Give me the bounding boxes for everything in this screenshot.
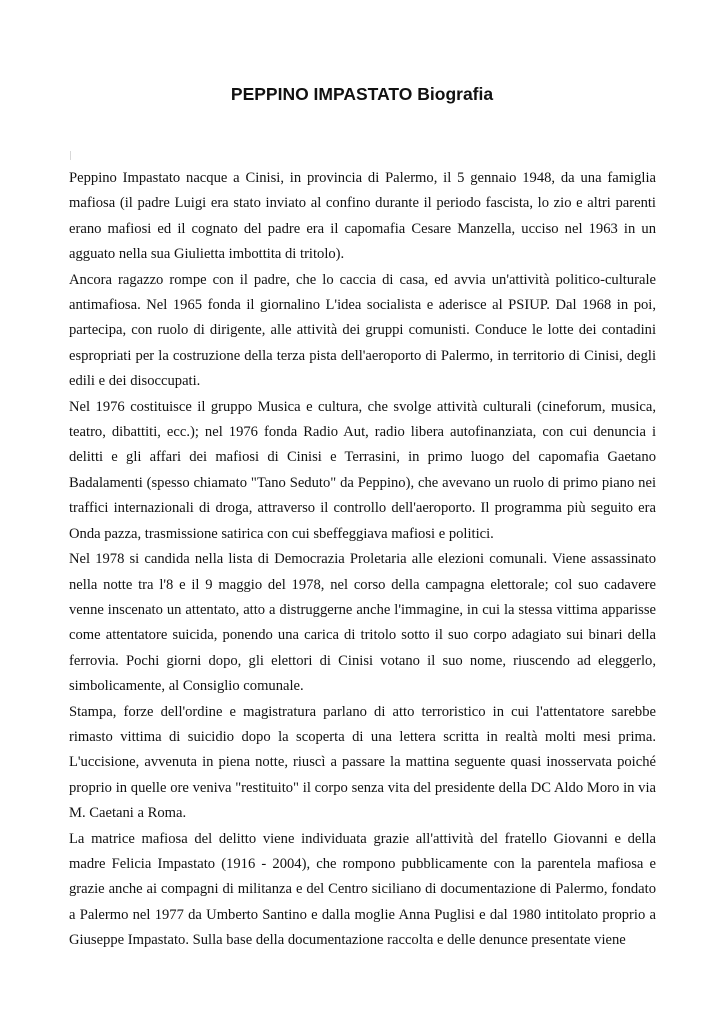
- paragraph-assassination: Nel 1978 si candida nella lista di Democrazia Proletaria alle elezioni comunali. Viene assassinato nella notte tra l'8 e il 9 maggio del 1978, nel corso della campagna elettorale; col suo cadavere venne inscenato un attentato, atto a distruggerne anche l'immagine, in cui la stessa vittima apparisse come attentatore suicida, ponendo una carica di tritolo sotto il suo corpo adagiato sui binari della ferrovia. Pochi giorni dopo, gli elettori di Cinisi votano il suo nome, riuscendo ad eleggerlo, simbolicamente, al Consiglio comunale.: [69, 551, 656, 695]
- paragraph-youth-activism: Ancora ragazzo rompe con il padre, che lo caccia di casa, ed avvia un'attività politico-culturale antimafiosa. Nel 1965 fonda il giornalino L'idea socialista e aderisce al PSIUP. Dal 1968 in poi, partecipa, con ruolo di dirigente, alle attività dei gruppi comunisti. Conduce le lotte dei contadini espropriati per la costruzione della terza pista dell'aeroporto di Palermo, in territorio di Cinisi, degli edili e dei disoccupati.: [69, 271, 656, 390]
- paragraph-press-reaction: Stampa, forze dell'ordine e magistratura parlano di atto terroristico in cui l'attentatore sarebbe rimasto vittima di suicidio dopo la scoperta di una lettera scritta in realtà molti mesi prima. L'uccisione, avvenuta in piena notte, riuscì a passare la mattina seguente quasi inosservata poiché proprio in quelle ore veniva "restituito" il corpo senza vita del presidente della DC Aldo Moro in via M. Caetani a Roma.: [69, 703, 656, 822]
- document-body: [69, 166, 656, 954]
- page-title: PEPPINO IMPASTATO Biografia: [230, 84, 494, 104]
- paragraph-investigation: La matrice mafiosa del delitto viene individuata grazie all'attività del fratello Giovanni e della madre Felicia Impastato (1916 - 2004), che rompono pubblicamente con la parentela mafiosa e grazie anche ai compagni di militanza e del Centro siciliano di documentazione di Palermo, fondato a Palermo nel 1977 da Umberto Santino e dalla moglie Anna Puglisi e dal 1980 intitolato proprio a Giuseppe Impastato. Sulla base della documentazione raccolta e delle denunce presentate viene: [69, 830, 656, 949]
- text-cursor-marker: [70, 151, 71, 160]
- paragraph-birth: Peppino Impastato nacque a Cinisi, in provincia di Palermo, il 5 gennaio 1948, da una famiglia mafiosa (il padre Luigi era stato inviato al confino durante il periodo fascista, lo zio e altri parenti erano mafiosi ed il cognato del padre era il capomafia Cesare Manzella, ucciso nel 1963 in un agguato nella sua Giulietta imbottita di tritolo).: [69, 170, 656, 263]
- paragraph-radio-aut: Nel 1976 costituisce il gruppo Musica e cultura, che svolge attività culturali (cineforum, musica, teatro, dibattiti, ecc.); nel 1976 fonda Radio Aut, radio libera autofinanziata, con cui denuncia i delitti e gli affari dei mafiosi di Cinisi e Terrasini, in primo luogo del capomafia Gaetano Badalamenti (spesso chiamato "Tano Seduto" da Peppino), che avevano un ruolo di primo piano nei traffici internazionali di droga, attraverso il controllo dell'aeroporto. Il programma più seguito era Onda pazza, trasmissione satirica con cui sbeffeggiava mafiosi e politici.: [69, 398, 656, 542]
